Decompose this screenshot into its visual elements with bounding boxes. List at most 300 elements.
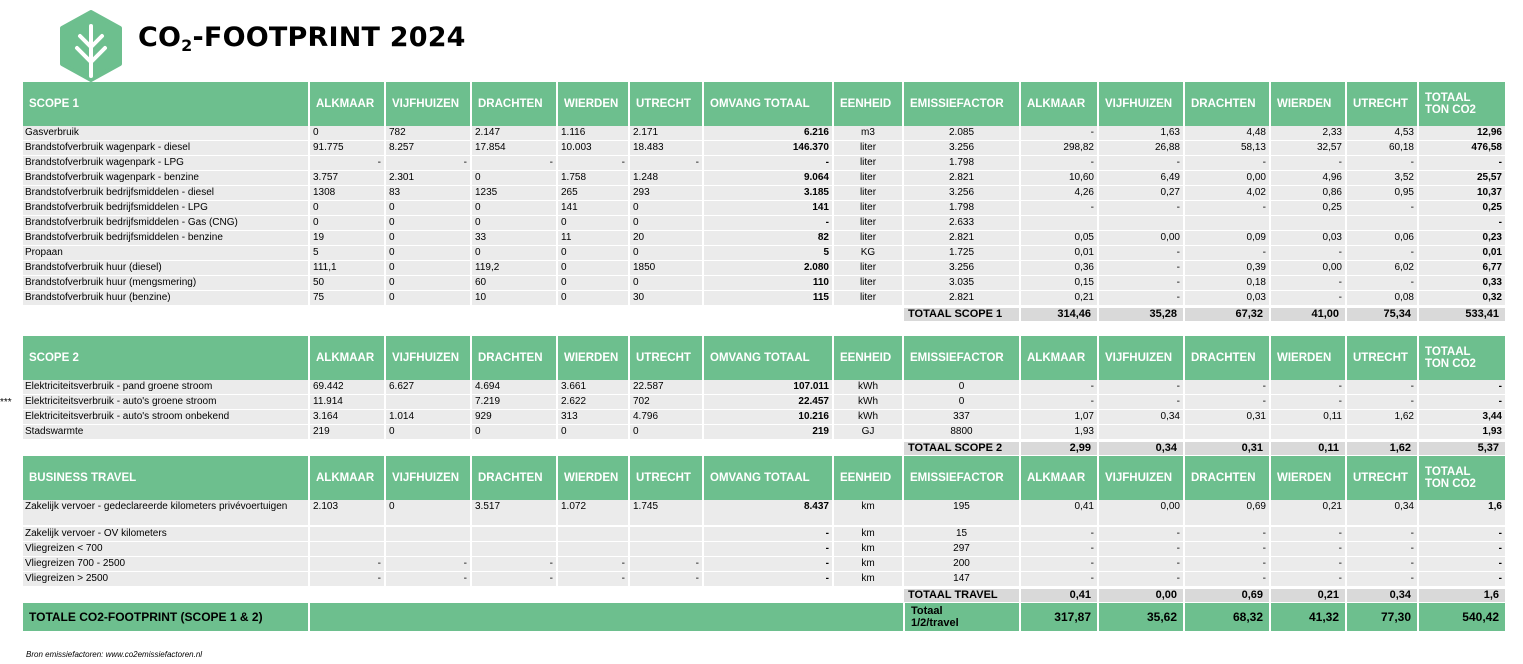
table-cell: 60 xyxy=(472,276,556,290)
table-cell xyxy=(630,527,702,541)
table-cell: 22.457 xyxy=(704,395,832,409)
table-cell: - xyxy=(704,542,832,556)
table-cell: 75 xyxy=(310,291,384,305)
table-cell: 293 xyxy=(630,186,702,200)
table-cell xyxy=(472,542,556,556)
table-cell: 4,48 xyxy=(1185,126,1269,140)
column-header: EMISSIEFACTOR xyxy=(904,82,1019,126)
section-header xyxy=(23,336,1505,380)
table-cell: 4,96 xyxy=(1271,171,1345,185)
page-title: $CO_2$-FOOTPRINT 2024 xyxy=(138,22,466,55)
table-cell: 4.694 xyxy=(472,380,556,394)
table-cell: 0 xyxy=(386,291,470,305)
table-cell: - xyxy=(1021,201,1097,215)
table-cell: 3,52 xyxy=(1347,171,1417,185)
table-cell: liter xyxy=(834,216,902,230)
table-cell: - xyxy=(1419,395,1505,409)
table-cell: 1308 xyxy=(310,186,384,200)
table-cell: 26,88 xyxy=(1099,141,1183,155)
table-cell: - xyxy=(1271,395,1345,409)
table-cell: 5 xyxy=(310,246,384,260)
table-cell: - xyxy=(1347,380,1417,394)
table-cell: - xyxy=(1099,201,1183,215)
header-line: TON CO2 xyxy=(1425,358,1476,370)
table-cell xyxy=(472,527,556,541)
table-cell: 0,21 xyxy=(1271,500,1345,525)
column-header: DRACHTEN xyxy=(472,336,556,380)
table-cell: 2.301 xyxy=(386,171,470,185)
table-cell: liter xyxy=(834,171,902,185)
table-cell: - xyxy=(1099,291,1183,305)
column-header: WIERDEN xyxy=(1271,336,1345,380)
table-row xyxy=(23,572,1505,587)
table-cell: - xyxy=(1099,527,1183,541)
section-total-value: 533,41 xyxy=(1419,308,1505,321)
section-header xyxy=(23,456,1505,500)
section-total-label: TOTAAL TRAVEL xyxy=(904,589,1019,602)
table-cell: 2.821 xyxy=(904,231,1019,245)
table-cell: 0,21 xyxy=(1021,291,1097,305)
table-cell: - xyxy=(1099,246,1183,260)
table-cell: 0,86 xyxy=(1271,186,1345,200)
row-label: Gasverbruik xyxy=(23,126,308,140)
section-total-value: 0,34 xyxy=(1347,589,1417,602)
table-cell: - xyxy=(1021,156,1097,170)
table-cell: 6.216 xyxy=(704,126,832,140)
table-cell: 0,34 xyxy=(1099,410,1183,424)
table-cell: 0,01 xyxy=(1419,246,1505,260)
table-cell: 0,34 xyxy=(1347,500,1417,525)
column-header: WIERDEN xyxy=(1271,82,1345,126)
column-header: DRACHTEN xyxy=(472,82,556,126)
table-cell: - xyxy=(1185,380,1269,394)
table-cell xyxy=(1271,216,1345,230)
row-label: Brandstofverbruik bedrijfsmiddelen - LPG xyxy=(23,201,308,215)
table-row xyxy=(23,231,1505,246)
column-header: OMVANG TOTAAL xyxy=(704,456,832,500)
section-total-value: 1,6 xyxy=(1419,589,1505,602)
table-cell: 3.256 xyxy=(904,261,1019,275)
table-cell xyxy=(386,395,470,409)
table-row xyxy=(23,186,1505,201)
table-cell: 0 xyxy=(472,425,556,439)
table-cell: - xyxy=(558,156,628,170)
table-cell: kWh xyxy=(834,395,902,409)
grand-total-row xyxy=(23,603,1505,631)
section-total-label: TOTAAL SCOPE 1 xyxy=(904,308,1019,321)
column-header: OMVANG TOTAAL xyxy=(704,336,832,380)
table-cell: - xyxy=(1271,527,1345,541)
section-total-value: 1,62 xyxy=(1347,442,1417,455)
table-cell: 0,36 xyxy=(1021,261,1097,275)
table-cell: 25,57 xyxy=(1419,171,1505,185)
table-cell: 1.248 xyxy=(630,171,702,185)
table-cell: - xyxy=(1185,572,1269,586)
table-row xyxy=(23,171,1505,186)
table-cell: km xyxy=(834,557,902,571)
table-cell: 0 xyxy=(558,216,628,230)
row-label: Brandstofverbruik huur (diesel) xyxy=(23,261,308,275)
table-cell: - xyxy=(1419,156,1505,170)
table-cell: 0 xyxy=(386,201,470,215)
row-label: Vliegreizen > 2500 xyxy=(23,572,308,586)
table-cell: - xyxy=(1271,572,1345,586)
table-cell xyxy=(1099,216,1183,230)
table-cell: 5 xyxy=(704,246,832,260)
table-row xyxy=(23,425,1505,440)
table-cell: - xyxy=(1347,276,1417,290)
table-cell: 3.164 xyxy=(310,410,384,424)
table-cell: 110 xyxy=(704,276,832,290)
table-cell: 0 xyxy=(386,246,470,260)
table-cell: 2.103 xyxy=(310,500,384,525)
table-cell: 2,33 xyxy=(1271,126,1345,140)
table-cell: 2.085 xyxy=(904,126,1019,140)
table-cell: - xyxy=(310,572,384,586)
table-cell: 1,6 xyxy=(1419,500,1505,525)
table-cell: 0,00 xyxy=(1099,500,1183,525)
row-label: Elektriciteitsverbruik - auto's groene stroom xyxy=(23,395,308,409)
column-header: VIJFHUIZEN xyxy=(386,336,470,380)
table-cell: 0,41 xyxy=(1021,500,1097,525)
row-label: Elektriciteitsverbruik - pand groene stroom xyxy=(23,380,308,394)
grand-total-spacer xyxy=(310,603,903,631)
column-header: EENHEID xyxy=(834,456,902,500)
table-cell: - xyxy=(1099,395,1183,409)
section-title: SCOPE 1 xyxy=(23,82,308,126)
column-header: VIJFHUIZEN xyxy=(1099,336,1183,380)
table-cell: 0 xyxy=(386,500,470,525)
table-cell: 0 xyxy=(630,216,702,230)
column-header: VIJFHUIZEN xyxy=(1099,456,1183,500)
logo xyxy=(58,10,124,82)
table-cell: 10,37 xyxy=(1419,186,1505,200)
table-cell: - xyxy=(472,156,556,170)
table-cell: 7.219 xyxy=(472,395,556,409)
table-cell: 6,77 xyxy=(1419,261,1505,275)
table-cell: 58,13 xyxy=(1185,141,1269,155)
table-cell: 2.821 xyxy=(904,291,1019,305)
table-cell: 1.758 xyxy=(558,171,628,185)
table-cell: 30 xyxy=(630,291,702,305)
table-row xyxy=(23,276,1505,291)
table-cell: 3.256 xyxy=(904,141,1019,155)
row-label: Brandstofverbruik wagenpark - benzine xyxy=(23,171,308,185)
table-cell: - xyxy=(1185,246,1269,260)
table-cell: 0,11 xyxy=(1271,410,1345,424)
table-cell: - xyxy=(630,557,702,571)
table-cell: 0 xyxy=(558,261,628,275)
table-cell: 0 xyxy=(386,231,470,245)
table-cell xyxy=(558,527,628,541)
table-cell: 0 xyxy=(310,216,384,230)
table-cell: 0 xyxy=(472,246,556,260)
table-cell: - xyxy=(1021,380,1097,394)
table-cell: liter xyxy=(834,261,902,275)
column-header: VIJFHUIZEN xyxy=(386,82,470,126)
table-cell: - xyxy=(1185,156,1269,170)
column-header: UTRECHT xyxy=(1347,456,1417,500)
table-cell: 0,25 xyxy=(1271,201,1345,215)
table-cell: liter xyxy=(834,186,902,200)
table-cell: km xyxy=(834,500,902,525)
header-line: TOTAAL xyxy=(1425,466,1471,478)
table-row xyxy=(23,395,1505,410)
table-cell: 111,1 xyxy=(310,261,384,275)
table-cell: liter xyxy=(834,201,902,215)
table-cell: - xyxy=(704,527,832,541)
table-cell: 1.014 xyxy=(386,410,470,424)
table-cell xyxy=(1099,425,1183,439)
grand-total-value: 317,87 xyxy=(1021,603,1097,631)
table-cell: 83 xyxy=(386,186,470,200)
column-header: ALKMAAR xyxy=(1021,82,1097,126)
table-cell: - xyxy=(1021,395,1097,409)
table-cell: 0,39 xyxy=(1185,261,1269,275)
table-cell: - xyxy=(1347,572,1417,586)
table-row xyxy=(23,261,1505,276)
table-cell: 1235 xyxy=(472,186,556,200)
table-cell: - xyxy=(386,557,470,571)
table-cell: - xyxy=(1021,527,1097,541)
table-cell: m3 xyxy=(834,126,902,140)
table-cell: 476,58 xyxy=(1419,141,1505,155)
column-header: DRACHTEN xyxy=(472,456,556,500)
table-cell: liter xyxy=(834,276,902,290)
grand-total-value: 68,32 xyxy=(1185,603,1269,631)
section-total-value: 0,31 xyxy=(1185,442,1269,455)
table-cell: - xyxy=(1185,527,1269,541)
table-cell: 3.661 xyxy=(558,380,628,394)
table-cell: - xyxy=(1099,557,1183,571)
row-label: Zakelijk vervoer - gedeclareerde kilometers privévoertuigen xyxy=(23,500,308,525)
table-cell: 32,57 xyxy=(1271,141,1345,155)
table-cell: - xyxy=(1271,276,1345,290)
table-cell: 8800 xyxy=(904,425,1019,439)
row-label: Stadswarmte xyxy=(23,425,308,439)
table-cell: KG xyxy=(834,246,902,260)
table-cell: 4.796 xyxy=(630,410,702,424)
column-header: ALKMAAR xyxy=(310,456,384,500)
table-cell: 0 xyxy=(472,171,556,185)
row-label: Brandstofverbruik huur (benzine) xyxy=(23,291,308,305)
table-cell: - xyxy=(1099,261,1183,275)
table-cell: 0,08 xyxy=(1347,291,1417,305)
grand-total-value: 77,30 xyxy=(1347,603,1417,631)
table-cell: 0,06 xyxy=(1347,231,1417,245)
table-cell xyxy=(386,542,470,556)
section-total-label: TOTAAL SCOPE 2 xyxy=(904,442,1019,455)
table-cell: - xyxy=(1271,557,1345,571)
table-cell: 0,01 xyxy=(1021,246,1097,260)
table-cell: - xyxy=(1419,380,1505,394)
table-cell: 0,00 xyxy=(1099,231,1183,245)
table-cell: 11 xyxy=(558,231,628,245)
column-header: VIJFHUIZEN xyxy=(1099,82,1183,126)
table-cell: - xyxy=(1185,542,1269,556)
table-cell: 0,69 xyxy=(1185,500,1269,525)
grand-total-value: 41,32 xyxy=(1271,603,1345,631)
table-cell: liter xyxy=(834,291,902,305)
column-header: UTRECHT xyxy=(1347,82,1417,126)
row-label: Brandstofverbruik bedrijfsmiddelen - diesel xyxy=(23,186,308,200)
column-header: ALKMAAR xyxy=(1021,336,1097,380)
table-cell: 141 xyxy=(704,201,832,215)
table-cell: - xyxy=(704,572,832,586)
table-cell: 10.216 xyxy=(704,410,832,424)
row-label: Brandstofverbruik wagenpark - diesel xyxy=(23,141,308,155)
row-label: Brandstofverbruik bedrijfsmiddelen - Gas (CNG) xyxy=(23,216,308,230)
table-cell xyxy=(1271,425,1345,439)
table-cell xyxy=(630,542,702,556)
table-cell: 20 xyxy=(630,231,702,245)
table-cell: 0 xyxy=(630,276,702,290)
table-cell: 2.171 xyxy=(630,126,702,140)
table-cell: 298,82 xyxy=(1021,141,1097,155)
table-cell: 6,49 xyxy=(1099,171,1183,185)
table-cell: liter xyxy=(834,141,902,155)
table-cell: 0,33 xyxy=(1419,276,1505,290)
table-cell: 0,00 xyxy=(1271,261,1345,275)
table-cell xyxy=(386,527,470,541)
table-cell: 1.072 xyxy=(558,500,628,525)
table-cell: 82 xyxy=(704,231,832,245)
table-cell: 0 xyxy=(386,276,470,290)
table-row xyxy=(23,380,1505,395)
section-total-value: 35,28 xyxy=(1099,308,1183,321)
table-cell: 115 xyxy=(704,291,832,305)
table-cell: 2.080 xyxy=(704,261,832,275)
section-total-row xyxy=(23,308,1505,322)
table-cell: 0,31 xyxy=(1185,410,1269,424)
table-cell: kWh xyxy=(834,380,902,394)
grand-total-sublabel: Totaal 1/2/travel xyxy=(905,603,1019,631)
table-cell: 265 xyxy=(558,186,628,200)
table-cell: 1.116 xyxy=(558,126,628,140)
table-cell: 195 xyxy=(904,500,1019,525)
table-cell: 0 xyxy=(904,380,1019,394)
table-cell: - xyxy=(704,557,832,571)
table-row xyxy=(23,291,1505,306)
table-row xyxy=(23,141,1505,156)
table-cell: 0,32 xyxy=(1419,291,1505,305)
table-cell: 313 xyxy=(558,410,628,424)
table-row xyxy=(23,156,1505,171)
table-cell: 3.517 xyxy=(472,500,556,525)
table-cell: 0 xyxy=(558,246,628,260)
tree-leaf-icon xyxy=(58,10,124,82)
table-cell: 3,44 xyxy=(1419,410,1505,424)
table-cell: 107.011 xyxy=(704,380,832,394)
table-row xyxy=(23,410,1505,425)
table-row xyxy=(23,126,1505,141)
table-cell: - xyxy=(1347,201,1417,215)
row-label: Brandstofverbruik bedrijfsmiddelen - benzine xyxy=(23,231,308,245)
table-cell: 119,2 xyxy=(472,261,556,275)
column-header: VIJFHUIZEN xyxy=(386,456,470,500)
table-cell: 0 xyxy=(630,246,702,260)
table-cell: GJ xyxy=(834,425,902,439)
table-cell: - xyxy=(630,156,702,170)
table-cell: 0,00 xyxy=(1185,171,1269,185)
table-cell: - xyxy=(1271,291,1345,305)
column-header: OMVANG TOTAAL xyxy=(704,82,832,126)
table-cell: - xyxy=(1099,156,1183,170)
table-cell: - xyxy=(1347,156,1417,170)
table-cell: km xyxy=(834,542,902,556)
table-cell: 0 xyxy=(472,201,556,215)
table-cell: 0 xyxy=(558,425,628,439)
table-cell: - xyxy=(1271,380,1345,394)
table-cell: - xyxy=(1347,246,1417,260)
table-cell: - xyxy=(1021,557,1097,571)
table-cell: 1,07 xyxy=(1021,410,1097,424)
section-total-value: 0,34 xyxy=(1099,442,1183,455)
table-row xyxy=(23,246,1505,261)
table-cell: - xyxy=(1419,527,1505,541)
row-label: Propaan xyxy=(23,246,308,260)
table-cell: 10 xyxy=(472,291,556,305)
table-cell: - xyxy=(1347,527,1417,541)
header-line: TON CO2 xyxy=(1425,104,1476,116)
table-cell: 33 xyxy=(472,231,556,245)
table-cell: 10.003 xyxy=(558,141,628,155)
row-label: Zakelijk vervoer - OV kilometers xyxy=(23,527,308,541)
table-cell: 1,93 xyxy=(1419,425,1505,439)
column-header: EENHEID xyxy=(834,336,902,380)
table-cell: - xyxy=(1347,557,1417,571)
column-header: DRACHTEN xyxy=(1185,82,1269,126)
table-cell: - xyxy=(1185,557,1269,571)
column-header: ALKMAAR xyxy=(1021,456,1097,500)
table-cell: 1.725 xyxy=(904,246,1019,260)
table-cell: 18.483 xyxy=(630,141,702,155)
table-cell: 337 xyxy=(904,410,1019,424)
table-cell: 2.633 xyxy=(904,216,1019,230)
section-total-value: 5,37 xyxy=(1419,442,1505,455)
table-cell: 0,15 xyxy=(1021,276,1097,290)
table-cell: - xyxy=(310,557,384,571)
table-cell: 219 xyxy=(704,425,832,439)
column-header: UTRECHT xyxy=(630,456,702,500)
table-cell: 6.627 xyxy=(386,380,470,394)
row-label: Vliegreizen < 700 xyxy=(23,542,308,556)
table-cell: 0,03 xyxy=(1271,231,1345,245)
table-cell: 782 xyxy=(386,126,470,140)
table-cell: 1,93 xyxy=(1021,425,1097,439)
grand-total-label: TOTALE CO2-FOOTPRINT (SCOPE 1 & 2) xyxy=(23,603,308,631)
table-cell: - xyxy=(1185,395,1269,409)
table-cell: 0,09 xyxy=(1185,231,1269,245)
table-cell: - xyxy=(1021,572,1097,586)
section-total-value: 0,21 xyxy=(1271,589,1345,602)
column-header: DRACHTEN xyxy=(1185,336,1269,380)
section-total-value: 314,46 xyxy=(1021,308,1097,321)
table-cell: - xyxy=(472,557,556,571)
table-cell: 6,02 xyxy=(1347,261,1417,275)
table-cell: - xyxy=(1419,557,1505,571)
header-line: TON CO2 xyxy=(1425,478,1476,490)
table-cell: 0 xyxy=(386,216,470,230)
section-total-value: 75,34 xyxy=(1347,308,1417,321)
table-cell: 200 xyxy=(904,557,1019,571)
table-cell: - xyxy=(386,156,470,170)
section-total-row xyxy=(23,442,1505,456)
section-title: SCOPE 2 xyxy=(23,336,308,380)
grand-total-value: 35,62 xyxy=(1099,603,1183,631)
header-line: TOTAAL xyxy=(1425,346,1471,358)
section-total-value: 2,99 xyxy=(1021,442,1097,455)
